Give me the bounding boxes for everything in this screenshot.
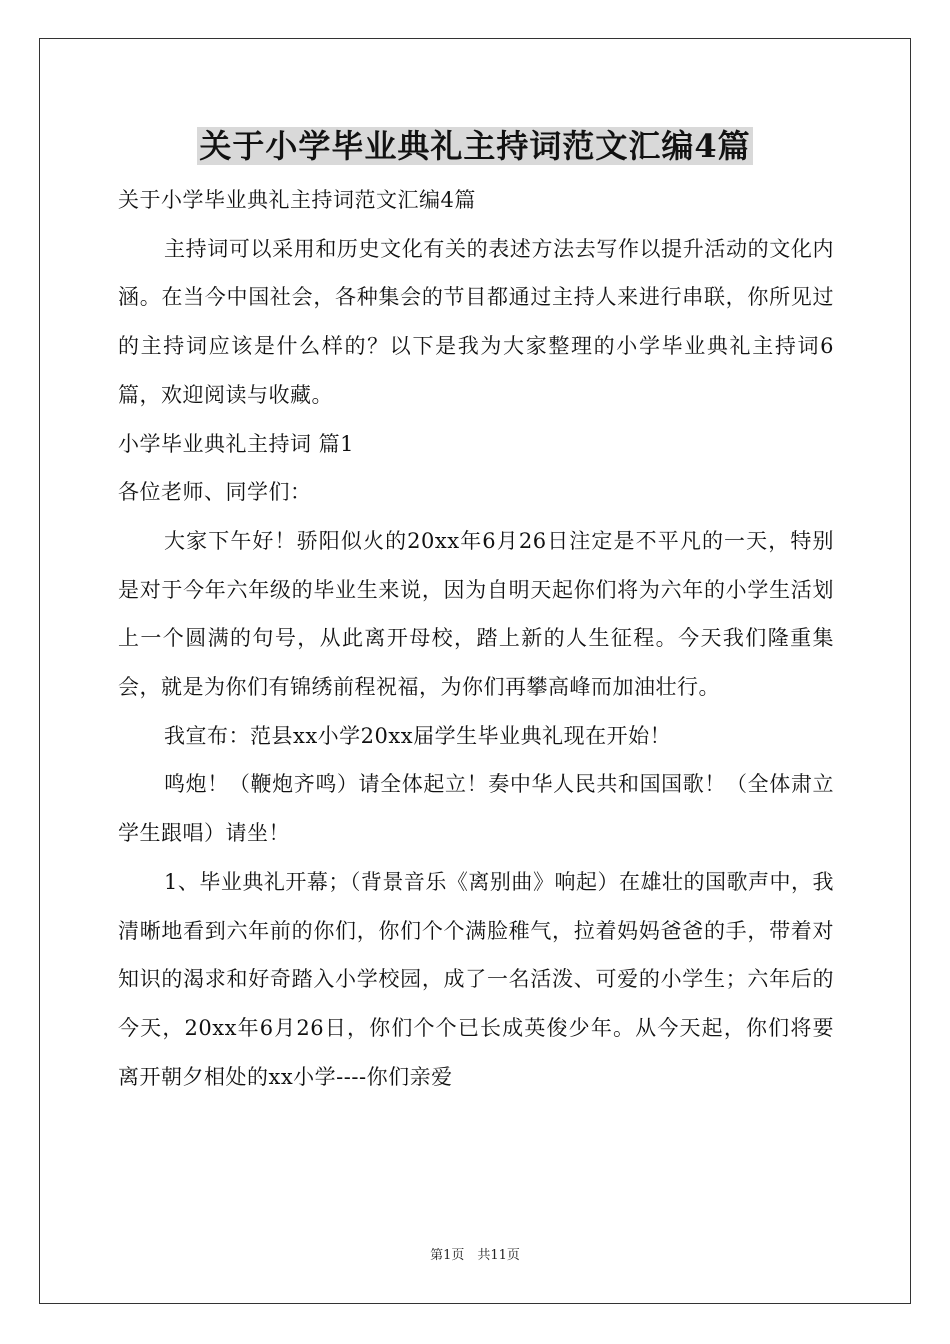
body-paragraph-salutation: 各位老师、同学们：	[118, 480, 312, 505]
body-paragraph-subtitle: 关于小学毕业典礼主持词范文汇编4篇	[118, 188, 476, 212]
body-paragraph: 我宣布：范县xx小学20xx届学生毕业典礼现在开始！	[164, 723, 672, 748]
document-body	[118, 176, 834, 1101]
body-paragraph: 1、毕业典礼开幕；（背景音乐《离别曲》响起）在雄壮的国歌声中，我清晰地看到六年前的你们，你们个个满脸稚气，拉着妈妈爸爸的手，带着对知识的渴求和好奇踏入小学校园，成了一名活泼、可爱的小学生；六年后的今天，20xx年6月26日，你们个个已长成英俊少年。从今天起，你们将要离开朝夕相处的xx小学----你们亲爱	[118, 869, 834, 1089]
body-paragraph-intro: 主持词可以采用和历史文化有关的表述方法去写作以提升活动的文化内涵。在当今中国社会，各种集会的节目都通过主持人来进行串联，你所见过的主持词应该是什么样的？以下是我为大家整理的小学毕业典礼主持词6篇，欢迎阅读与收藏。	[118, 236, 834, 407]
document-title-text: 关于小学毕业典礼主持词范文汇编4篇	[199, 127, 751, 165]
section-heading: 小学毕业典礼主持词 篇1	[118, 431, 355, 456]
body-paragraph: 鸣炮！（鞭炮齐鸣）请全体起立！奏中华人民共和国国歌！（全体肃立学生跟唱）请坐！	[118, 772, 834, 846]
document-title	[0, 124, 950, 168]
body-paragraph: 大家下午好！骄阳似火的20xx年6月26日注定是不平凡的一天，特别是对于今年六年级的毕业生来说，因为自明天起你们将为六年的小学生活划上一个圆满的句号，从此离开母校，踏上新的人生征程。今天我们隆重集会，就是为你们有锦绣前程祝福，为你们再攀高峰而加油壮行。	[118, 528, 834, 700]
page-number-footer: 第1页 共11页	[430, 1248, 520, 1263]
